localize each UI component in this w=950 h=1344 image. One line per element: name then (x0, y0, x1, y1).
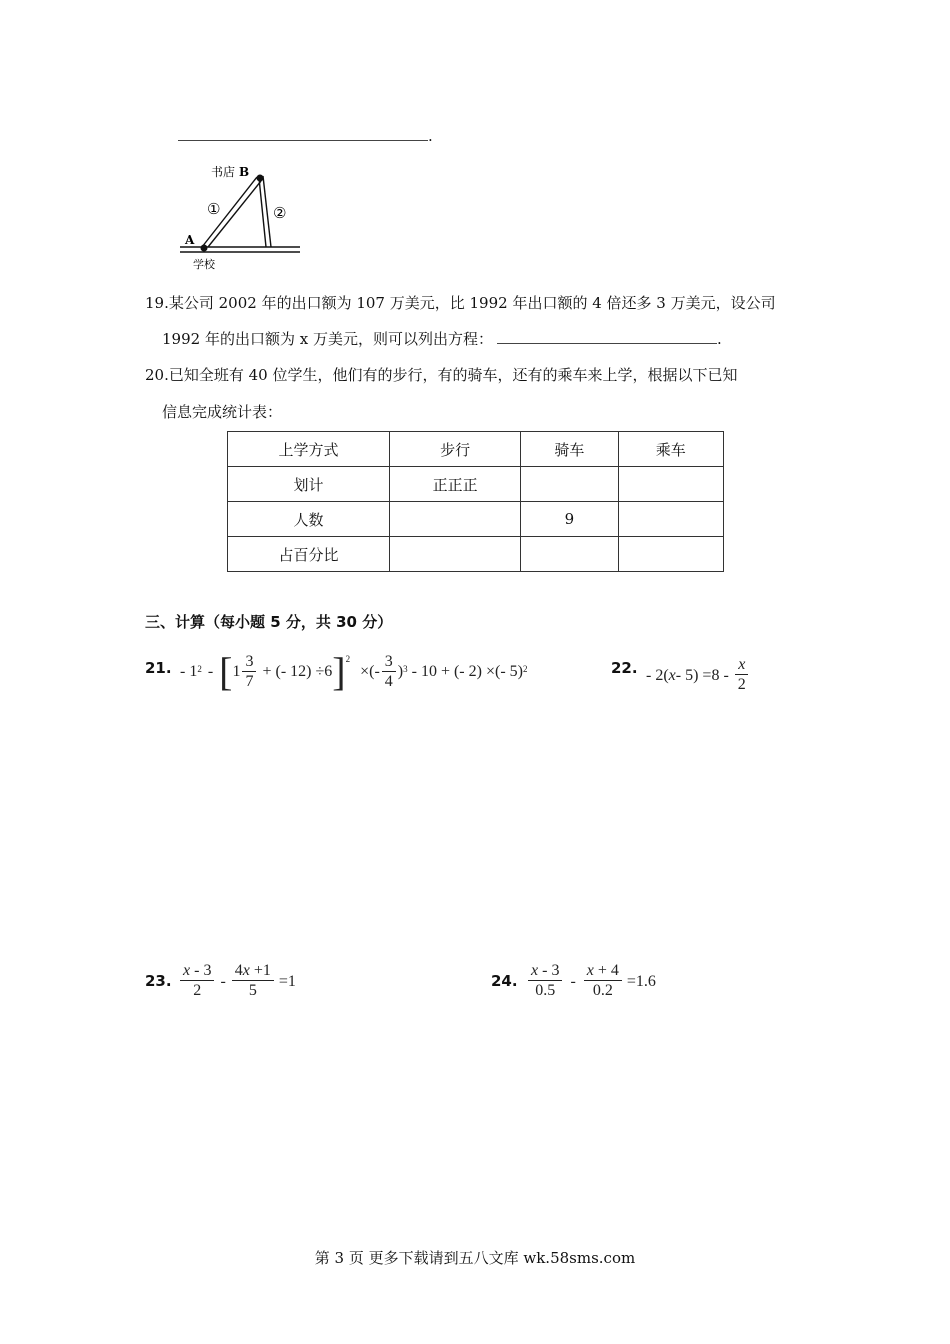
q24-expression (526, 962, 656, 1001)
table-row (228, 467, 724, 502)
q20-text2: 信息完成统计表： (162, 403, 283, 421)
q24-number: 24. (491, 972, 518, 990)
q24-rhs: =1.6 (626, 972, 656, 990)
route1-marker: ① (207, 200, 221, 218)
q20-line1 (145, 365, 738, 385)
q22-expression (646, 656, 751, 695)
table-header-cell: 上学方式 (228, 432, 390, 467)
table-header-cell: 骑车 (521, 432, 618, 467)
table-cell[interactable] (618, 537, 723, 572)
q21-part: - 10 + (- 2) ×(- 5) (411, 663, 523, 680)
q19-line1 (145, 293, 776, 313)
table-cell: 正正正 (389, 467, 520, 502)
school-label: 学校 (193, 258, 215, 271)
q21-part: ) (397, 663, 404, 680)
q18-answer-line[interactable] (178, 126, 433, 146)
q24-fraction-1: $\frac{x - 3}{0.5}$ (528, 962, 562, 1001)
point-a-label: A (185, 233, 195, 247)
right-bracket: ] (332, 649, 346, 694)
table-header-cell: 步行 (389, 432, 520, 467)
left-bracket: [ (219, 649, 233, 694)
q21-exp: 2 (522, 664, 528, 674)
q21-fraction-1: $\frac{3}{7}$ (242, 653, 256, 692)
table-row (228, 502, 724, 537)
table-cell[interactable] (521, 467, 618, 502)
q20-number: 20. (145, 366, 169, 384)
q21-part: ×(- (360, 663, 380, 680)
route2-line-right (263, 176, 271, 247)
table-cell[interactable] (389, 537, 520, 572)
q22-var: x (668, 666, 676, 684)
q21-expression (180, 649, 528, 694)
q21-part: - 1 (180, 663, 198, 680)
q19-number: 19. (145, 294, 169, 312)
q22-part: - 2( (646, 666, 669, 684)
table-cell: 划计 (228, 467, 390, 502)
q21-part: - (207, 663, 214, 680)
q21-fraction-2: $\frac{3}{4}$ (382, 653, 396, 692)
page-footer: 第 3 页 更多下载请到五八文库 wk.58sms.com (314, 1249, 636, 1267)
point-a-dot (201, 245, 208, 252)
bookstore-label: 书店 (211, 165, 236, 179)
table-cell[interactable] (521, 537, 618, 572)
table-header-row (228, 432, 724, 467)
table-cell[interactable] (389, 502, 520, 537)
table-header-cell: 乘车 (618, 432, 723, 467)
q21-exp: 2 (197, 664, 202, 674)
q19-text1: 某公司 2002 年的出口额为 107 万美元，比 1992 年出口额的 4 倍还多 3 万美元，设公司 (168, 294, 776, 312)
q24-operator: - (570, 972, 576, 990)
q20-line2 (162, 402, 282, 422)
table-cell: 人数 (228, 502, 390, 537)
section3-heading: 三、计算（每小题 5 分，共 30 分） (145, 613, 393, 631)
q21-exp: 2 (345, 654, 351, 664)
q23-operator: - (220, 972, 226, 990)
point-b-label: B (239, 165, 250, 179)
q19-answer-blank[interactable] (497, 329, 717, 344)
q24-fraction-2: $\frac{x + 4}{0.2}$ (584, 962, 622, 1001)
q22-part: - 5) =8 - (675, 666, 729, 684)
table-cell[interactable] (618, 467, 723, 502)
q21-exp: 3 (403, 664, 408, 674)
q23-expression (178, 962, 296, 1001)
q20-text1: 已知全班有 40 位学生，他们有的步行，有的骑车，还有的乘车来上学，根据以下已知 (168, 366, 738, 384)
table-cell[interactable] (618, 502, 723, 537)
q19-line2 (162, 329, 722, 349)
q21-number: 21. (145, 659, 172, 677)
q23-fraction-1: $\frac{x - 3}{2}$ (180, 962, 214, 1001)
point-b-dot (257, 175, 264, 182)
q18-end: . (428, 127, 433, 145)
statistics-table (227, 431, 724, 572)
q23-rhs: =1 (278, 972, 296, 990)
route-diagram (175, 160, 315, 275)
q21-part: + (- 12) ÷6 (262, 663, 333, 680)
q22-fraction: $\frac{x}{2}$ (735, 656, 749, 695)
q23-fraction-2: $\frac{4x +1}{5}$ (232, 962, 274, 1001)
route2-marker: ② (273, 204, 287, 222)
q21-mixed-whole: 1 (232, 663, 241, 680)
q19-end: . (716, 330, 722, 348)
q22-number: 22. (611, 659, 638, 677)
table-row (228, 537, 724, 572)
route-diagram-svg (175, 160, 315, 275)
table-cell: 占百分比 (228, 537, 390, 572)
table-cell: 9 (521, 502, 618, 537)
q23-number: 23. (145, 972, 172, 990)
q19-text2: 1992 年的出口额为 x 万美元，则可以列出方程： (162, 330, 493, 348)
